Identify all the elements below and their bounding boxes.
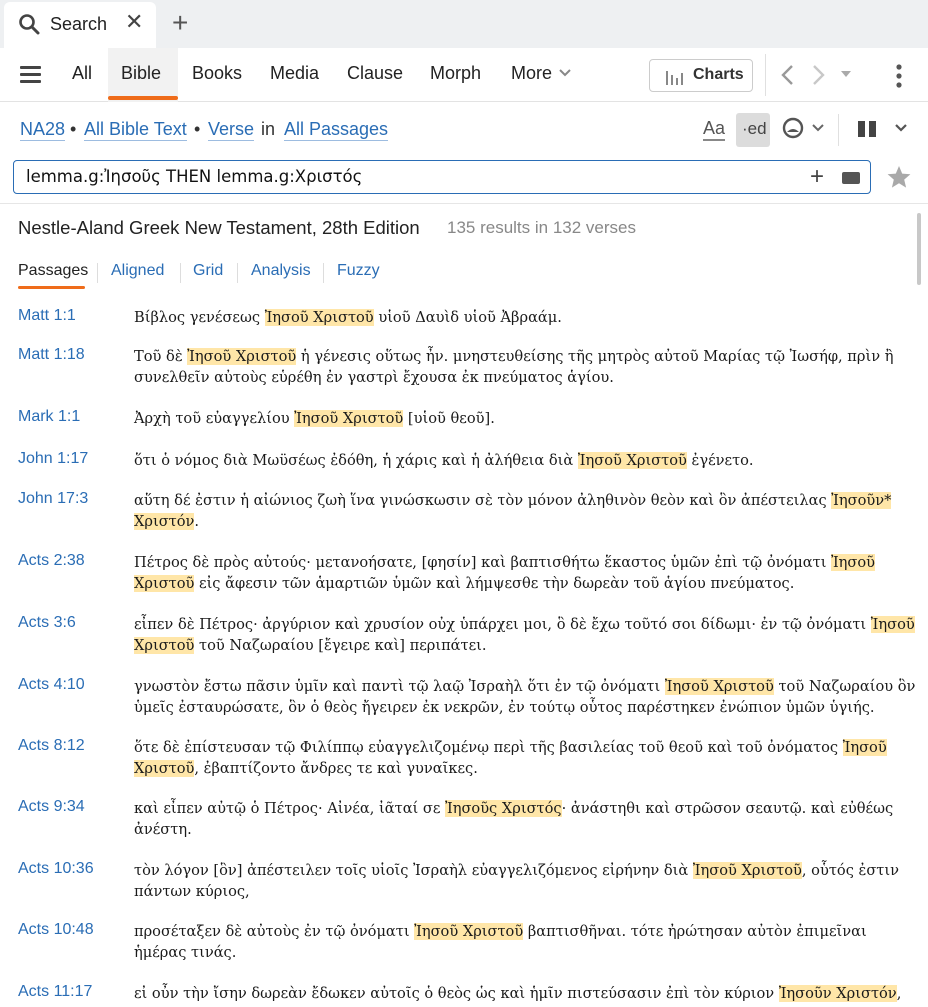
verse-reference-link[interactable]: Acts 11:17 (18, 983, 93, 1000)
scrollbar[interactable] (917, 213, 921, 285)
verse-reference-link[interactable]: Acts 9:34 (18, 798, 85, 815)
verse-text-segment: ἐγένετο. (686, 452, 754, 469)
chevron-down-icon[interactable] (811, 123, 825, 133)
search-hit-highlight[interactable]: Ἰησοῦν Χριστόν (778, 985, 897, 1002)
active-tab-indicator (18, 286, 85, 289)
search-hit-highlight[interactable]: Χριστοῦ (134, 575, 195, 592)
verse-text (134, 346, 894, 388)
verse-line (134, 552, 894, 573)
nav-bible[interactable]: Bible (121, 63, 162, 83)
verse-text (134, 921, 894, 963)
tab-divider (97, 263, 98, 283)
verse-reference-link[interactable]: Acts 10:48 (18, 921, 94, 938)
search-hit-highlight[interactable]: Ἰησοῦ (870, 616, 915, 633)
nav-active-indicator (108, 96, 178, 100)
verse-text-segment: ἀνέστη. (134, 821, 192, 838)
verse-reference-link[interactable]: Matt 1:18 (18, 346, 85, 363)
verse-reference-link[interactable]: Acts 8:12 (18, 737, 85, 754)
verse-text (134, 676, 916, 718)
star-icon[interactable] (886, 164, 912, 190)
search-hit-highlight[interactable]: Ἰησοῦ Χριστοῦ (264, 309, 374, 326)
verse-line (134, 307, 894, 328)
more-options-icon[interactable] (895, 64, 903, 88)
search-hit-highlight[interactable]: Χριστόν (134, 513, 195, 530)
search-hit-highlight[interactable]: Χριστοῦ (134, 760, 195, 777)
version-link[interactable]: NA28 (20, 119, 66, 139)
verse-text-segment: Πέτρος δὲ πρὸς αὐτούς· μετανοήσατε, [φησίν] καὶ βαπτισθήτω ἕκαστος ὑμῶν ἐπὶ τῷ ὀνόματι (134, 554, 832, 571)
tab-search[interactable] (4, 2, 156, 48)
results-title: Nestle-Aland Greek New Testament, 28th Edition (18, 217, 420, 238)
verse-text-segment: αὕτη δέ ἐστιν ἡ αἰώνιος ζωὴ ἵνα γινώσκωσιν σὲ τὸν μόνον ἀληθινὸν θεὸν καὶ ὃν ἀπέστειλας (134, 492, 832, 509)
search-hit-highlight[interactable]: Χριστοῦ (134, 637, 195, 654)
tab-divider (237, 263, 238, 283)
verse-text-segment: , οὗτός ἐστιν (801, 862, 899, 879)
unit-link[interactable]: Verse (208, 119, 255, 139)
verse-text (134, 490, 894, 532)
verse-text-segment: καὶ εἶπεν αὐτῷ ὁ Πέτρος· Αἰνέα, ἰᾶταί σε (134, 800, 446, 817)
search-icon (18, 13, 40, 35)
scope-divider (838, 114, 839, 146)
range-link[interactable]: All Passages (284, 119, 389, 139)
search-mode-icon[interactable] (781, 116, 805, 140)
search-hit-highlight[interactable]: Ἰησοῦ Χριστοῦ (664, 678, 774, 695)
bar-chart-icon (665, 69, 685, 85)
verse-text-segment: πάντων κύριος, (134, 883, 250, 900)
tab-divider (180, 263, 181, 283)
tab-divider (323, 263, 324, 283)
verse-line (134, 511, 894, 532)
search-hit-highlight[interactable]: Ἰησοῦ (842, 739, 887, 756)
verse-reference-link[interactable]: Acts 3:6 (18, 614, 76, 631)
verse-text-segment: υἱοῦ Δαυὶδ υἱοῦ Ἀβραάμ. (373, 309, 562, 326)
chevron-down-icon[interactable] (894, 123, 908, 133)
toolbar-divider (765, 54, 766, 96)
verse-line (134, 450, 894, 471)
verse-text-segment: ὅτι ὁ νόμος διὰ Μωϋσέως ἐδόθη, ἡ χάρις καὶ ἡ ἀλήθεια διὰ (134, 452, 578, 469)
verse-text-segment: συνελθεῖν αὐτοὺς εὑρέθη ἐν γαστρὶ ἔχουσα ἐκ πνεύματος ἁγίου. (134, 369, 614, 386)
separator-dot: • (70, 119, 77, 139)
verse-reference-link[interactable]: Acts 10:36 (18, 860, 94, 877)
verse-text-segment: [υἱοῦ θεοῦ]. (403, 410, 495, 427)
tab-grid[interactable]: Grid (193, 262, 224, 279)
forward-arrow-icon[interactable] (810, 64, 826, 86)
verse-text-segment: εἰς ἄφεσιν τῶν ἁμαρτιῶν ὑμῶν καὶ λήμψεσθε τὴν δωρεὰν τοῦ ἁγίου πνεύματος. (194, 575, 795, 592)
verse-text-segment: ἡ γένεσις οὕτως ἦν. μνηστευθείσης τῆς μητρὸς αὐτοῦ Μαρίας τῷ Ἰωσήφ, πρὶν ἢ (296, 348, 894, 365)
verse-text-segment: ἡμέρας τινάς. (134, 944, 237, 961)
chevron-down-icon (558, 68, 572, 78)
search-hit-highlight[interactable]: Ἰησοῦν* (831, 492, 892, 509)
verse-text-segment: · ἀνάστηθι καὶ στρῶσον σεαυτῷ. καὶ εὐθέως (561, 800, 894, 817)
header-divider (0, 203, 928, 204)
verse-line (134, 983, 902, 1004)
tab-fuzzy[interactable]: Fuzzy (337, 262, 380, 279)
verse-line (134, 346, 894, 367)
verse-text-segment: ὑμεῖς ἐσταυρώσατε, ὃν ὁ θεὸς ἤγειρεν ἐκ νεκρῶν, ἐν τούτῳ οὗτος παρέστηκεν ἐνώπιον ὑμῶν ὑγιής. (134, 699, 875, 716)
verse-line (134, 490, 894, 511)
charts-label: Charts (693, 66, 744, 83)
search-hit-highlight[interactable]: Ἰησοῦ Χριστοῦ (577, 452, 687, 469)
match-case-toggle[interactable]: Aa (703, 118, 725, 141)
verse-text (134, 408, 894, 429)
verse-text-segment: τὸν λόγον [ὃν] ἀπέστειλεν τοῖς υἱοῖς Ἰσραὴλ εὐαγγελιζόμενος εἰρήνην διὰ (134, 862, 693, 879)
verse-reference-link[interactable]: Acts 2:38 (18, 552, 85, 569)
verse-text (134, 552, 894, 594)
verse-text-segment: Βίβλος γενέσεως (134, 309, 265, 326)
back-arrow-icon[interactable] (780, 64, 796, 86)
verse-text-segment: , (896, 985, 902, 1002)
verse-reference-link[interactable]: John 17:3 (18, 490, 89, 507)
nav-clause[interactable]: Clause (347, 63, 404, 83)
keyboard-icon[interactable] (842, 172, 860, 184)
verse-text (134, 737, 894, 779)
nav-books[interactable]: Books (192, 63, 243, 83)
tab-passages[interactable]: Passages (18, 262, 89, 279)
verse-reference-link[interactable]: Matt 1:1 (18, 307, 76, 324)
verse-line (134, 408, 894, 429)
nav-media[interactable]: Media (270, 63, 320, 83)
verse-text (134, 307, 894, 328)
verse-line (134, 881, 894, 902)
search-scope-bar (0, 102, 928, 156)
verse-line (134, 860, 899, 881)
text-scope-link[interactable]: All Bible Text (84, 119, 187, 139)
split-view-icon[interactable] (857, 120, 877, 138)
verse-line (134, 697, 894, 718)
add-term-icon[interactable]: + (810, 163, 825, 190)
verse-line (134, 798, 894, 819)
edition-toggle[interactable] (736, 113, 770, 147)
verse-text (134, 614, 915, 656)
history-dropdown-icon[interactable] (840, 70, 852, 78)
search-hit-highlight[interactable]: Ἰησοῦ Χριστοῦ (414, 923, 524, 940)
verse-line (134, 737, 894, 758)
verse-reference-link[interactable]: John 1:17 (18, 450, 89, 467)
verse-text (134, 450, 894, 471)
verse-text-segment: Ἀρχὴ τοῦ εὐαγγελίου (134, 410, 295, 427)
search-hit-highlight[interactable]: Ἰησοῦς Χριστός (445, 800, 562, 817)
verse-text-segment: εἶπεν δὲ Πέτρος· ἀργύριον καὶ χρυσίον οὐχ ὑπάρχει μοι, ὃ δὲ ἔχω τοῦτό σοι δίδωμι· ἐν τῷ ὀνόματι (134, 616, 871, 633)
verse-line (134, 367, 894, 388)
verse-line (134, 819, 894, 840)
verse-line (134, 635, 894, 656)
verse-text (134, 860, 899, 902)
verse-text-segment: προσέταξεν δὲ αὐτοὺς ἐν τῷ ὀνόματι (134, 923, 415, 940)
verse-text-segment: ὅτε δὲ ἐπίστευσαν τῷ Φιλίππῳ εὐαγγελιζομένῳ περὶ τῆς βασιλείας τοῦ θεοῦ καὶ τοῦ ὀνόματος (134, 739, 843, 756)
tab-label: Search (50, 14, 108, 34)
verse-line (134, 942, 894, 963)
verse-text-segment: , ἐβαπτίζοντο ἄνδρες τε καὶ γυναῖκες. (194, 760, 478, 777)
search-query: lemma.g:Ἰησοῦς THEN lemma.g:Χριστός (26, 167, 363, 186)
toolbar (0, 48, 928, 102)
verse-reference-link[interactable]: Acts 4:10 (18, 676, 85, 693)
in-label: in (261, 119, 276, 139)
verse-text-segment: τοῦ Ναζωραίου [ἔγειρε καὶ] περιπάτει. (194, 637, 487, 654)
verse-reference-link[interactable]: Mark 1:1 (18, 408, 81, 425)
search-input[interactable] (13, 160, 871, 194)
new-tab-icon[interactable]: + (172, 7, 189, 38)
verse-line (134, 573, 894, 594)
search-hit-highlight[interactable]: Ἰησοῦ Χριστοῦ (187, 348, 297, 365)
tab-strip (0, 0, 928, 48)
verse-text-segment: . (194, 513, 200, 530)
menu-icon[interactable] (20, 66, 41, 83)
verse-text-segment: τοῦ Ναζωραίου ὃν (773, 678, 916, 695)
close-icon[interactable]: ✕ (125, 9, 144, 34)
verse-line (134, 758, 894, 779)
verse-text-segment: γνωστὸν ἔστω πᾶσιν ὑμῖν καὶ παντὶ τῷ λαῷ Ἰσραὴλ ὅτι ἐν τῷ ὀνόματι (134, 678, 665, 695)
verse-text-segment: Τοῦ δὲ (134, 348, 188, 365)
verse-text-segment: εἰ οὖν τὴν ἴσην δωρεὰν ἔδωκεν αὐτοῖς ὁ θεὸς ὡς καὶ ἡμῖν πιστεύσασιν ἐπὶ τὸν κύριον (134, 985, 779, 1002)
verse-line (134, 921, 894, 942)
search-hit-highlight[interactable]: Ἰησοῦ Χριστοῦ (692, 862, 802, 879)
search-hit-highlight[interactable]: Ἰησοῦ Χριστοῦ (294, 410, 404, 427)
verse-line (134, 614, 915, 635)
verse-text (134, 983, 902, 1004)
separator-dot: • (194, 119, 201, 139)
search-hit-highlight[interactable]: Ἰησοῦ (831, 554, 876, 571)
verse-text-segment: βαπτισθῆναι. τότε ἠρώτησαν αὐτὸν ἐπιμεῖναι (523, 923, 867, 940)
results-count: 135 results in 132 verses (447, 218, 636, 237)
tab-analysis[interactable]: Analysis (251, 262, 311, 279)
verse-line (134, 676, 916, 697)
tab-aligned[interactable]: Aligned (111, 262, 165, 279)
nav-all[interactable]: All (72, 63, 93, 83)
nav-more[interactable]: More (511, 63, 553, 83)
charts-button[interactable] (649, 59, 753, 92)
edition-label: ·ed (742, 119, 767, 138)
nav-morph[interactable]: Morph (430, 63, 482, 83)
verse-text (134, 798, 894, 840)
